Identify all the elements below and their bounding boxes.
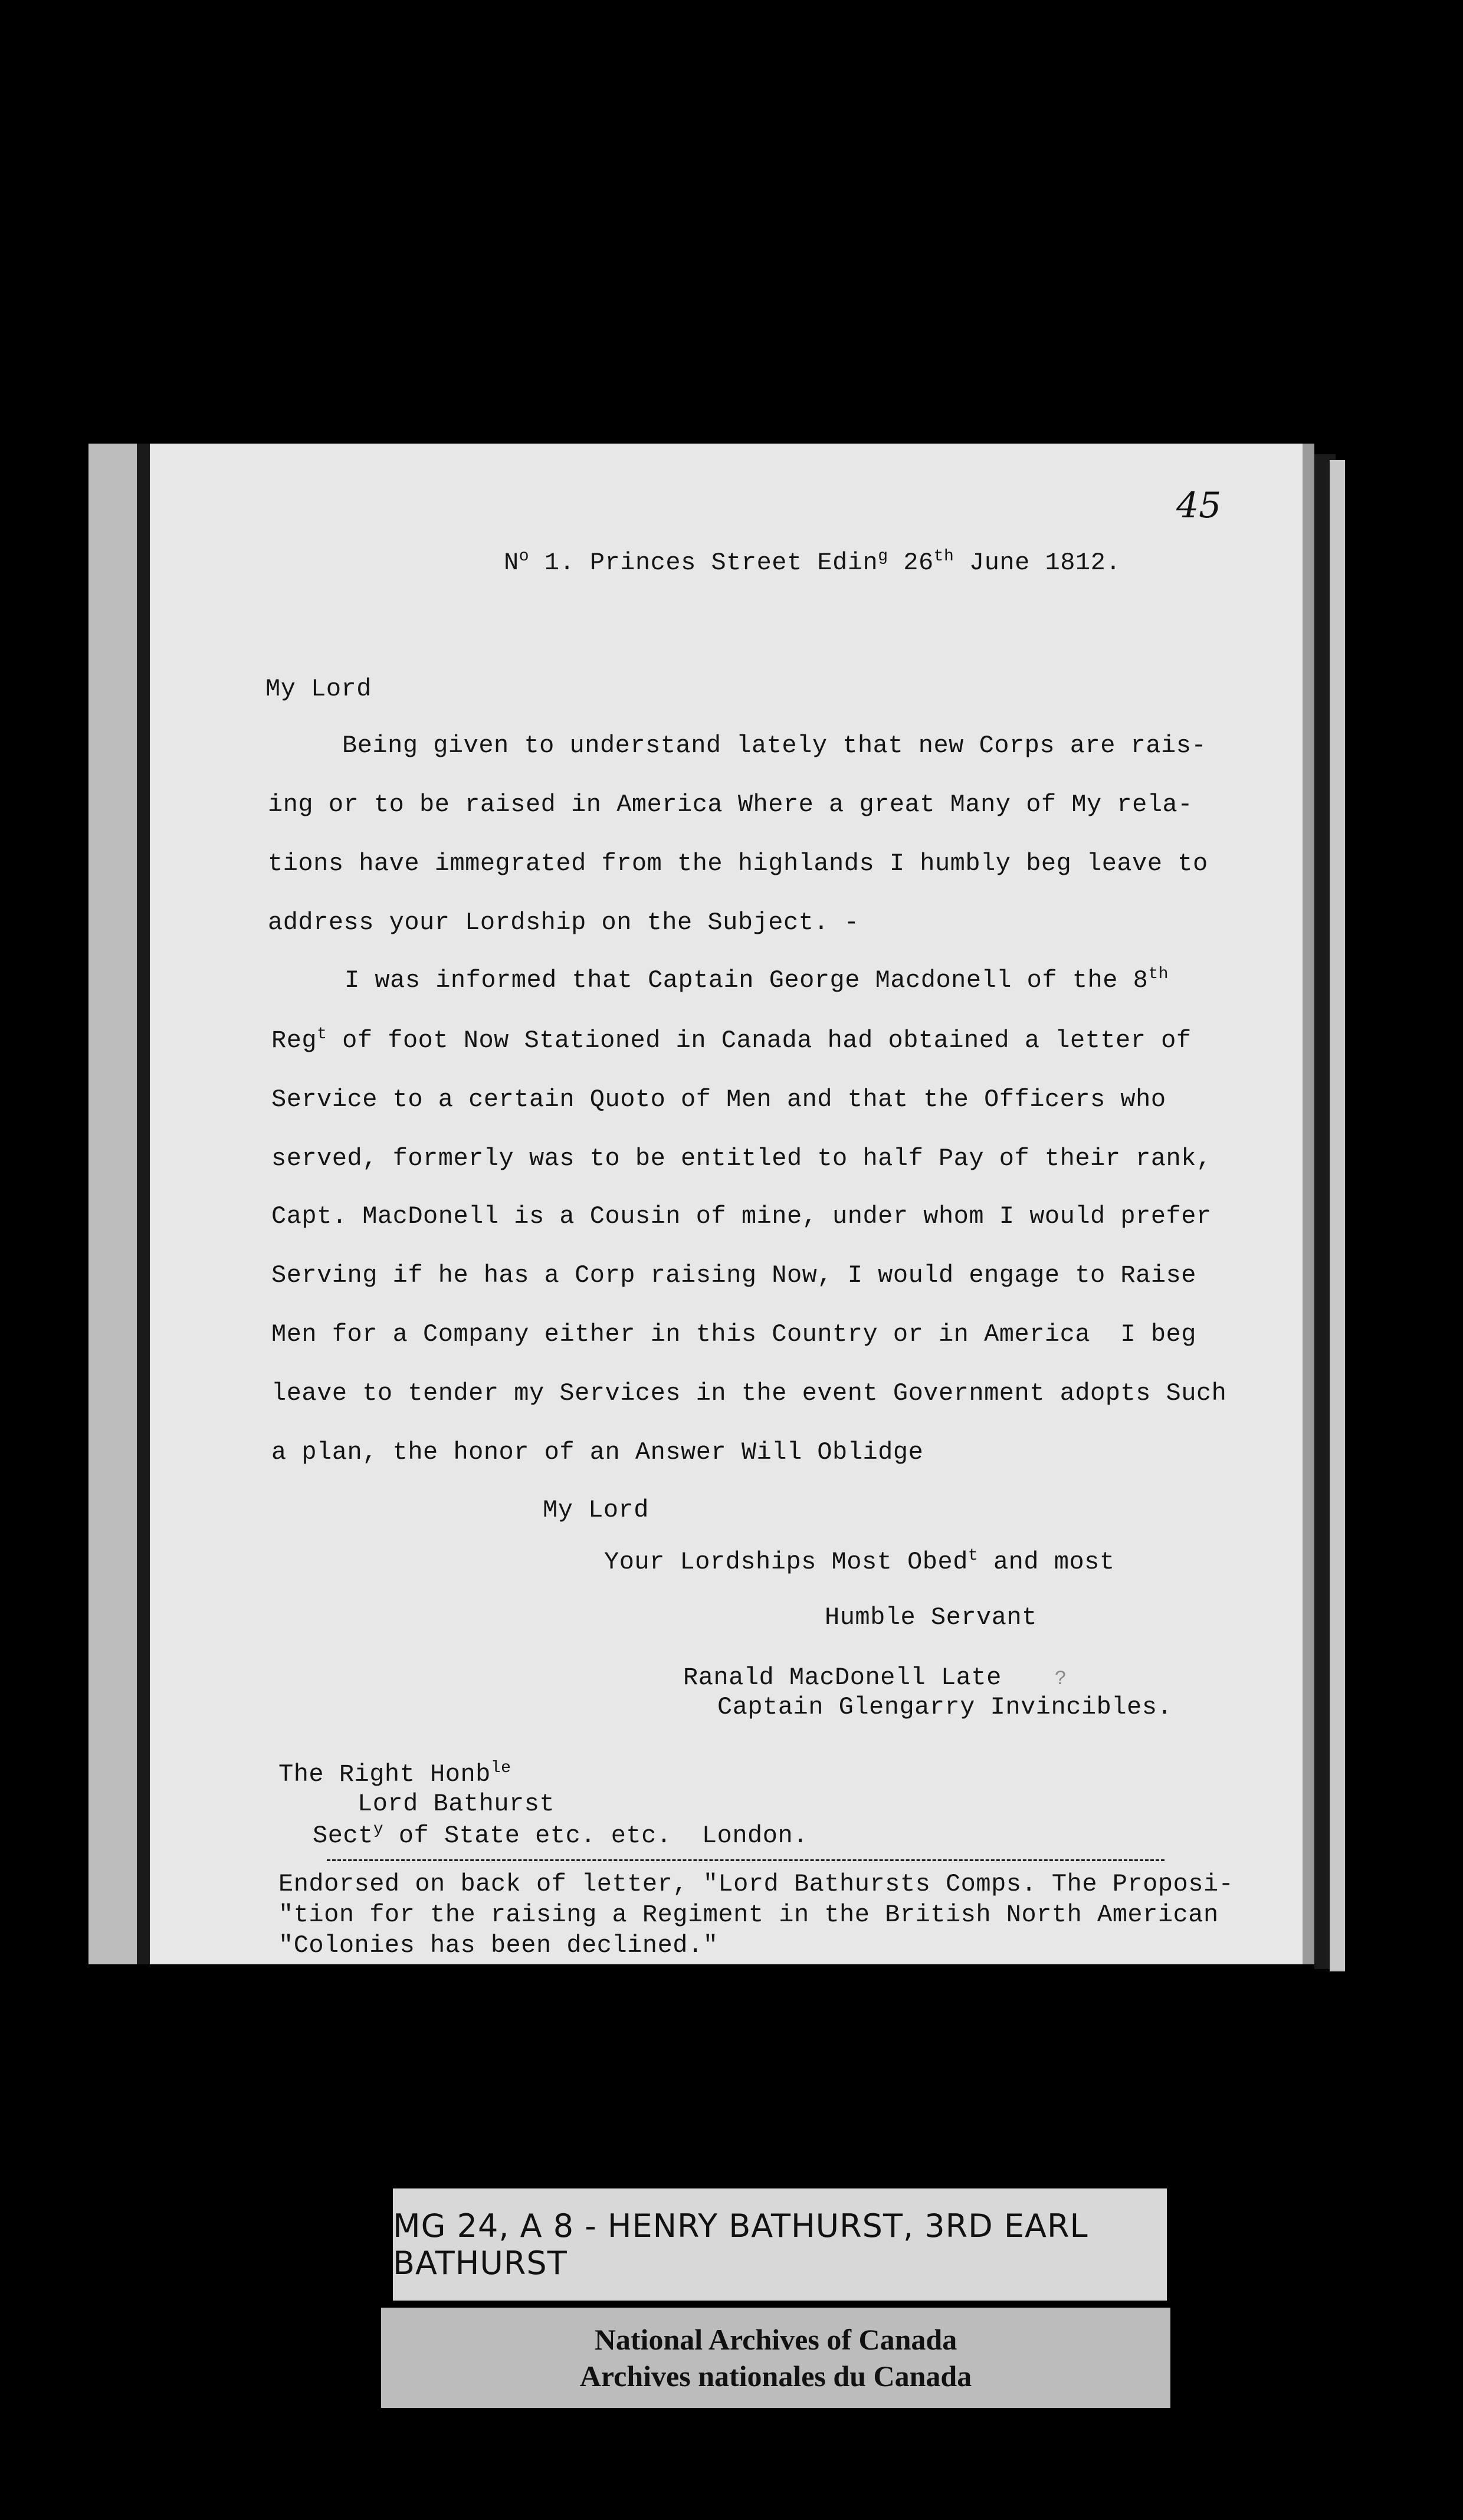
closing-humble: Humble Servant — [825, 1603, 1037, 1632]
body-line: served, formerly was to be entitled to half Pay of their rank, — [271, 1144, 1212, 1173]
folio-number: 45 — [1176, 485, 1222, 526]
body-line: Serving if he has a Corp raising Now, I would engage to Raise — [271, 1261, 1196, 1289]
body-line: ing or to be raised in America Where a great Many of My rela- — [268, 790, 1193, 819]
endorsement-line: "tion for the raising a Regiment in the British North American — [278, 1901, 1219, 1929]
closing-my-lord: My Lord — [543, 1496, 649, 1524]
body-line: a plan, the honor of an Answer Will Oblidge — [271, 1438, 924, 1466]
body-line: Men for a Company either in this Country or in America I beg — [271, 1320, 1196, 1348]
endorsement-line: "Colonies has been declined." — [278, 1931, 719, 1960]
signature-title: Captain Glengarry Invincibles. — [717, 1693, 1173, 1721]
salutation: My Lord — [265, 675, 372, 703]
body-line: address your Lordship on the Subject. - — [268, 908, 860, 937]
archive-name-en: National Archives of Canada — [594, 2323, 957, 2356]
endorsement-line: Endorsed on back of letter, "Lord Bathursts Comps. The Proposi- — [278, 1870, 1234, 1898]
reference-label: MG 24, A 8 - HENRY BATHURST, 3RD EARL BATHURST — [393, 2188, 1167, 2301]
body-line: Being given to understand lately that new Corps are rais- — [342, 731, 1207, 760]
addressee-line: Lord Bathurst — [357, 1790, 555, 1818]
body-line: Capt. MacDonell is a Cousin of mine, under whom I would prefer — [271, 1202, 1212, 1231]
binder-shadow — [137, 444, 150, 1964]
signature: Ranald MacDonell Late ? — [683, 1663, 1067, 1692]
body-line: I was informed that Captain George Macdonell of the 8th — [345, 965, 1169, 995]
archive-name-fr: Archives nationales du Canada — [579, 2360, 972, 2393]
body-line: Reg$^t$ of foot Now Stationed in Canada had obtained a letter of — [271, 1025, 1192, 1055]
addressee-line: Sect$^y$ of State etc. etc. London. — [313, 1820, 808, 1850]
divider-line — [327, 1859, 1165, 1861]
page-edge — [1303, 444, 1314, 1964]
body-line: Service to a certain Quoto of Men and that the Officers who — [271, 1085, 1166, 1114]
page-edge-back — [1330, 460, 1345, 1971]
dateline: $N^o$ 1. Princes Street Edin$^g$ 26th June 1812. — [504, 547, 1121, 577]
closing-line: Your Lordships Most Obed$^t$ and most — [604, 1547, 1115, 1576]
archive-label — [381, 2308, 1170, 2408]
body-line: leave to tender my Services in the event Government adopts Such — [271, 1379, 1227, 1407]
letter-page — [150, 444, 1303, 1964]
body-line: tions have immegrated from the highlands I humbly beg leave to — [268, 849, 1208, 878]
addressee-line: The Right Honb$^{le}$ — [278, 1759, 511, 1789]
